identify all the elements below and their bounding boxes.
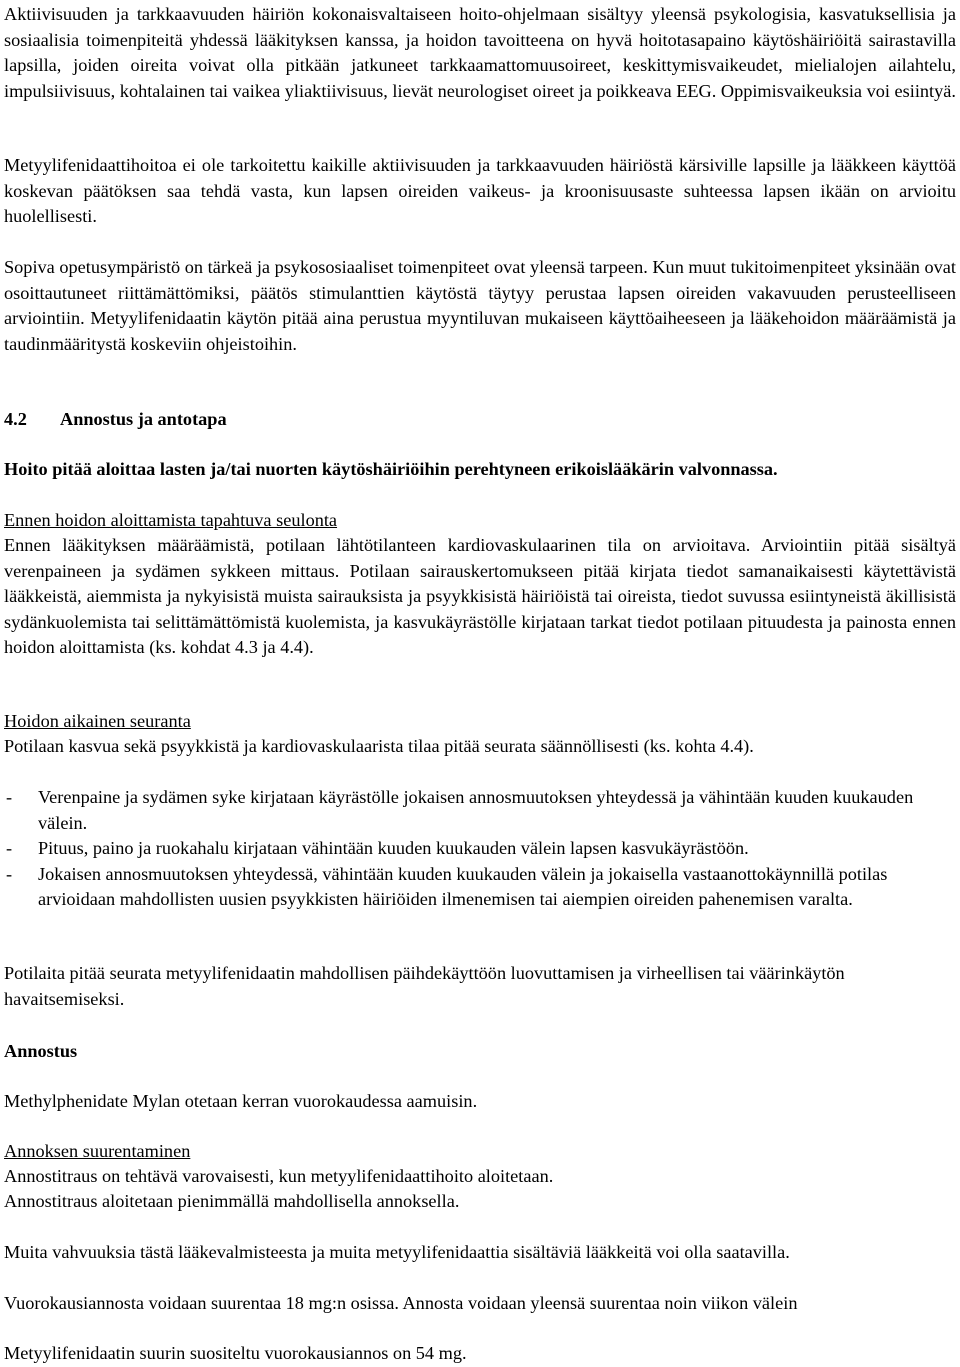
list-item — [4, 862, 956, 913]
titration-heading: Annoksen suurentaminen — [4, 1141, 191, 1161]
dose-increase-paragraph: Vuorokausiannosta voidaan suurentaa 18 mg:n osissa. Annosta voidaan yleensä suurentaa noin viikon välein — [4, 1293, 798, 1313]
other-strengths-paragraph: Muita vahvuuksia tästä lääkevalmisteesta ja muita metyylifenidaattia sisältäviä lääkkeitä voi olla saatavilla. — [4, 1242, 790, 1262]
list-dash: - — [6, 787, 13, 807]
list-item-text: Verenpaine ja sydämen syke kirjataan käyrästölle jokaisen annosmuutoksen yhteydessä ja vähintään kuuden kuukauden välein. — [38, 787, 914, 833]
monitoring-list — [4, 785, 956, 913]
list-item — [4, 836, 956, 862]
dosage-heading: Annostus — [4, 1041, 78, 1061]
list-item-text: Jokaisen annosmuutoksen yhteydessä, vähintään kuuden kuukauden välein ja jokaisella vastaanottokäynnillä potilas arvioidaan mahdollisten uusien psyykkisten häiriöiden ilmenemisen tai aiempien oireiden pahenemisen varalta. — [38, 863, 888, 910]
paragraph-learning-environment: Sopiva opetusympäristö on tärkeä ja psykososiaaliset toimenpiteet ovat yleensä tarpeen. Kun muut tukitoimenpiteet yksinään ovat osoittautuneet riittämättömiksi, päätös stimulanttien käytöstä täytyy perustaa lapsen oireiden vakavuuden perusteelliseen arviointiin. Metyylifenidaatin käytön pitää aina perustua myyntiluvan mukaiseen käyttöaiheeseen ja lääkehoidon määräämistä ja taudinmääritystä koskeviin ohjeistoihin. — [4, 257, 956, 354]
monitoring-paragraph: Potilaan kasvua sekä psyykkistä ja kardiovaskulaarista tilaa pitää seurata säännöllisesti (ks. kohta 4.4). — [4, 736, 754, 756]
screening-paragraph: Ennen lääkityksen määräämistä, potilaan lähtötilanteen kardiovaskulaarinen tila on arvioitava. Arviointiin pitää sisältyä verenpaineen ja sydämen sykkeen mittaus. Potilaan sairauskertomukseen pitää kirjata tiedot samanaikaisesti käytettävistä lääkkeistä, aiemmista ja nykyisistä muista sairauksista ja psyykkisistä häiriöistä tai oireista, tiedot suvussa esiintyneistä äkillisistä sydänkuolemista tai selittämättömistä kuolemista, ja kasvukäyrästölle kirjataan tarkat tiedot potilaan pituudesta ja painosta ennen hoidon aloittamista (ks. kohdat 4.3 ja 4.4). — [4, 535, 956, 658]
section-number: 4.2 — [4, 409, 27, 429]
dosage-paragraph: Methylphenidate Mylan otetaan kerran vuorokaudessa aamuisin. — [4, 1091, 478, 1111]
titration-line-1: Annostitraus on tehtävä varovaisesti, kun metyylifenidaattihoito aloitetaan. — [4, 1166, 554, 1186]
monitoring-heading: Hoidon aikainen seuranta — [4, 711, 191, 731]
section-heading — [4, 407, 956, 433]
list-dash: - — [6, 863, 13, 884]
section-title: Annostus ja antotapa — [60, 409, 227, 429]
list-item — [4, 785, 956, 836]
paragraph-adhd-treatment-program: Aktiivisuuden ja tarkkaavuuden häiriön kokonaisvaltaiseen hoito-ohjelmaan sisältyy yleensä psykologisia, kasvatuksellisia ja sosiaalisia toimenpiteitä yhdessä lääkityksen kanssa, ja hoidon tavoitteena on hyvä hoitotasapaino käytöshäiriöitä sairastavilla lapsilla, joiden oireita voivat olla pitkään jatkuneet tarkkaamattomuusoireet, keskittymisvaikeudet, mielialojen ailahtelu, impulsiivisuus, kohtalainen tai vaikea yliaktiivisuus, lievät neurologiset oireet ja poikkeava EEG. Oppimisvaikeuksia voi esiintyä. — [4, 4, 956, 101]
titration-line-2: Annostitraus aloitetaan pienimmällä mahdollisella annoksella. — [4, 1191, 460, 1211]
misuse-monitoring-paragraph: Potilaita pitää seurata metyylifenidaatin mahdollisen päihdekäyttöön luovuttamisen ja virheellisen tai väärinkäytön havaitsemiseksi. — [4, 963, 845, 1009]
paragraph-methylphenidate-not-for-all: Metyylifenidaattihoitoa ei ole tarkoitettu kaikille aktiivisuuden ja tarkkaavuuden häiriöstä kärsiville lapsille ja lääkkeen käyttöä koskevan päätöksen saa tehdä vasta, kun lapsen oireiden vaikeus- ja kroonisuusaste suhteessa lapsen ikään on arvioitu huolellisesti. — [4, 155, 956, 227]
screening-heading: Ennen hoidon aloittamista tapahtuva seulonta — [4, 510, 338, 530]
list-dash: - — [6, 838, 13, 859]
list-item-text: Pituus, paino ja ruokahalu kirjataan vähintään kuuden kuukauden välein lapsen kasvukäyrästöön. — [38, 838, 749, 859]
section-lead-statement: Hoito pitää aloittaa lasten ja/tai nuorten käytöshäiriöihin perehtyneen erikoislääkärin valvonnassa. — [4, 459, 778, 479]
max-dose-paragraph: Metyylifenidaatin suurin suositeltu vuorokausiannos on 54 mg. — [4, 1343, 467, 1363]
